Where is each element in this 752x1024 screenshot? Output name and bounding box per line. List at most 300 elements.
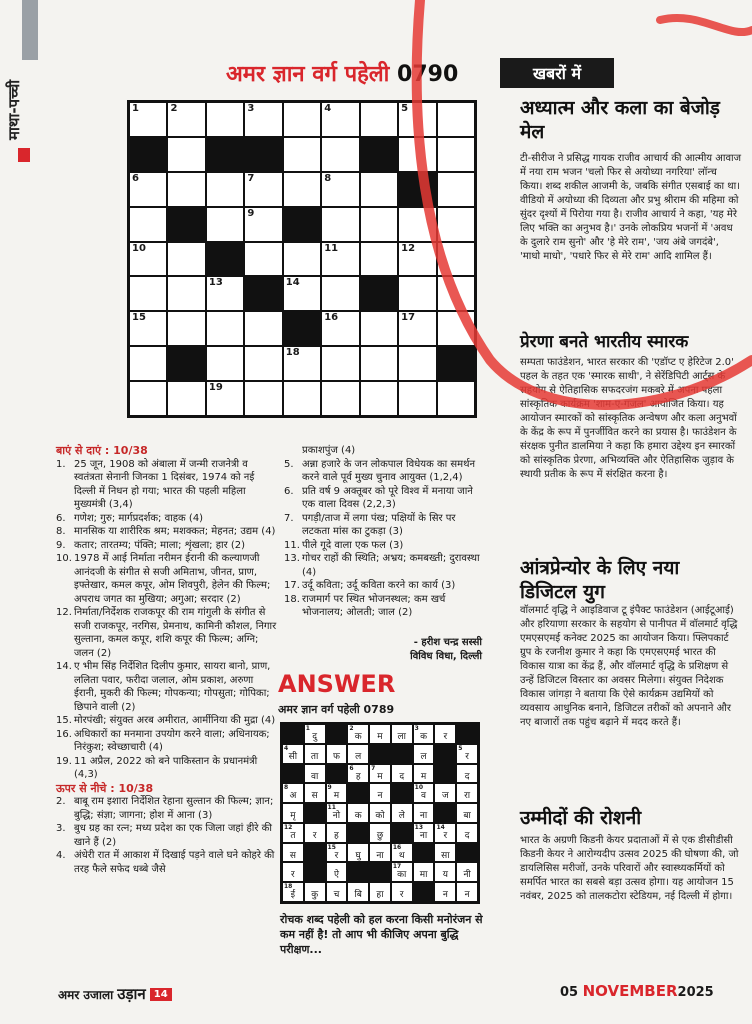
- clue-number: 8: [284, 784, 289, 792]
- clue-num: 2.: [56, 796, 66, 807]
- clue-number: 13: [414, 823, 424, 831]
- grid-cell: [282, 843, 304, 863]
- grid-block: [282, 724, 304, 744]
- answer-letter: हा: [376, 890, 384, 901]
- clue-text: गणेश; गुरु; मार्गप्रदर्शक; वाहक (4): [74, 512, 204, 524]
- clue-text: ए भीम सिंह निर्देशित दिलीप कुमार, सायरा बानो, प्राण, ललिता पवार, फरीदा जलाल, ओम प्रकाश, अरुणा ईरानी, मुकरी की फिल्म; गोपकन्या; गोपसुता; गोपिका; छिपाने वाली (2): [74, 661, 271, 713]
- grid-cell: [456, 744, 478, 764]
- grid-cell: [369, 764, 391, 784]
- clue-text: मानसिक या शारीरिक श्रम; मशक्कत; मेहनत; उद्यम (4): [74, 526, 276, 537]
- answer-letter: क: [354, 732, 362, 742]
- grid-cell: [360, 207, 398, 242]
- grid-cell: [304, 882, 326, 902]
- clue-text: अन्ना हजारे के जन लोकपाल विधेयक का समर्थन करने वाले पूर्व मुख्य चुनाव आयुक्त (1,2,4): [302, 458, 476, 483]
- grid-block: [304, 862, 326, 882]
- brand-uran: उड़ान: [117, 985, 146, 1003]
- grid-cell: [347, 764, 369, 784]
- answer-letter: नो: [332, 811, 341, 822]
- clue-number: 5: [401, 103, 409, 114]
- grid-cell: [456, 862, 478, 882]
- grid-cell: [398, 137, 436, 172]
- answer-letter: र: [443, 732, 448, 742]
- answer-letter: क: [354, 811, 362, 822]
- grid-cell: [283, 102, 321, 137]
- clue-number: 9: [327, 784, 332, 792]
- clue-number: 2: [170, 103, 178, 114]
- clue-number: 19: [208, 382, 223, 394]
- author-name: - हरीश चन्द्र सस्सी: [413, 637, 482, 648]
- author-place: विविध विधा, दिल्ली: [410, 651, 482, 662]
- grid-cell: [321, 381, 359, 416]
- grid-cell: [360, 311, 398, 346]
- grid-block: [369, 862, 391, 882]
- grid-cell: [398, 242, 436, 277]
- crossword-number: 0790: [397, 62, 459, 87]
- across-heading: बाएं से दाएं : 10/38: [56, 444, 148, 457]
- answer-caption: रोचक शब्द पहेली को हल करना किसी मनोरंजन से कम नहीं है! तो आप भी कीजिए अपना बुद्धि परीक्षण...: [280, 913, 483, 956]
- grid-cell: [282, 803, 304, 823]
- grid-cell: [369, 783, 391, 803]
- story-2-headline: प्रेरणा बनते भारतीय स्मारक: [520, 332, 689, 352]
- clues-column-1: [56, 444, 278, 876]
- answer-letter: ना: [419, 811, 428, 822]
- grid-cell: [167, 102, 205, 137]
- clue-item: [56, 728, 278, 755]
- grid-cell: [326, 803, 348, 823]
- section-marker: [18, 148, 30, 162]
- clue-number: 10: [132, 242, 146, 254]
- clue-num: 10.: [56, 553, 72, 564]
- across-clues: [56, 458, 278, 782]
- answer-letter: ज: [441, 791, 449, 802]
- grid-cell: [437, 172, 475, 207]
- clue-number: 18: [284, 883, 293, 891]
- clue-text: 1978 में आई निर्माता नरीमन ईरानी की कल्याणजी आनंदजी के संगीत से सजी अमिताभ, जीनत, प्राण, इफ्तेखार, कमल कपूर, ओम शिवपुरी, हेलेन की फिल्म; अपराध जगत का मुखिया; अगुआ; सरदार (2): [74, 553, 271, 605]
- clue-item: [284, 552, 484, 579]
- clue-number: 3: [414, 725, 419, 732]
- answer-letter: च: [333, 890, 340, 901]
- clues-column-2: [284, 444, 484, 620]
- grid-block: [413, 843, 435, 863]
- grid-block: [304, 843, 326, 863]
- down-clues: [56, 795, 278, 876]
- grid-cell: [206, 207, 244, 242]
- grid-cell: [369, 823, 391, 843]
- grid-cell: [304, 724, 326, 744]
- grid-cell: [129, 242, 167, 277]
- grid-block: [456, 843, 478, 863]
- grid-cell: [347, 803, 369, 823]
- grid-cell: [206, 346, 244, 381]
- answer-letter: अ: [289, 791, 297, 802]
- grid-cell: [326, 783, 348, 803]
- clue-num: 12.: [56, 607, 72, 618]
- answer-letter: त: [290, 830, 296, 841]
- grid-cell: [206, 311, 244, 346]
- grid-cell: [321, 276, 359, 311]
- clue-text: मोरपंखी; संयुक्त अरब अमीरात, आर्मीनिया की मुद्रा (4): [74, 715, 276, 726]
- grid-cell: [398, 311, 436, 346]
- answer-letter: म: [420, 771, 427, 782]
- grid-cell: [167, 381, 205, 416]
- clue-number: 8: [324, 172, 332, 184]
- grid-cell: [434, 823, 456, 843]
- clue-num: 5.: [284, 458, 294, 470]
- grid-cell: [434, 862, 456, 882]
- page-number: 14: [150, 988, 172, 1001]
- clue-number: 12: [401, 242, 416, 254]
- grid-cell: [282, 744, 304, 764]
- answer-letter: र: [465, 751, 469, 762]
- clue-number: 4: [284, 744, 289, 752]
- answer-letter: ल: [420, 751, 427, 762]
- grid-block: [206, 242, 244, 277]
- grid-cell: [206, 172, 244, 207]
- clue-number: 1: [132, 103, 139, 114]
- answer-letter: र: [334, 850, 339, 861]
- answer-letter: द: [464, 830, 470, 841]
- clue-num: 19.: [56, 755, 72, 767]
- grid-cell: [282, 823, 304, 843]
- clue-number: 11: [327, 804, 336, 812]
- grid-block: [167, 346, 205, 381]
- clue-item: [56, 714, 278, 728]
- grid-block: [434, 744, 456, 764]
- clue-num: 17.: [284, 580, 300, 591]
- grid-cell: [434, 783, 456, 803]
- answer-letter: र: [291, 870, 295, 881]
- clue-text: बुध ग्रह का रत्न; मध्य प्रदेश का एक जिला जहां हीरे की खाने हैं (2): [74, 823, 272, 848]
- clue-text: पगड़ी/ताज में लगा पंख; पक्षियों के सिर पर लटकता मांस का टुकड़ा (3): [302, 512, 456, 537]
- clue-text: अधिकारों का मनमाना उपयोग करने वाला; अधिनायक; निरंकुश; स्वेच्छाचारी (4): [74, 728, 270, 753]
- clue-number: 3: [247, 103, 255, 114]
- grid-cell: [321, 311, 359, 346]
- grid-cell: [434, 724, 456, 744]
- grid-cell: [347, 744, 369, 764]
- clue-item: [56, 552, 278, 606]
- answer-subtitle: अमर ज्ञान वर्ग पहेली 0789: [278, 703, 395, 716]
- grid-block: [434, 764, 456, 784]
- clue-text: प्रति वर्ष 9 अक्तूबर को पूरे विश्व में मनाया जाने एक वाला दिवस (2,2,3): [302, 485, 473, 510]
- answer-letter: न: [464, 890, 470, 901]
- grid-cell: [304, 783, 326, 803]
- grid-cell: [413, 803, 435, 823]
- grid-block: [129, 137, 167, 172]
- grid-cell: [398, 346, 436, 381]
- answer-letter: स: [289, 850, 296, 861]
- grid-cell: [244, 172, 282, 207]
- clue-text: कतार; तारतम्य; पंक्ति; माला; शृंखला; हार (2): [74, 539, 246, 551]
- grid-cell: [283, 346, 321, 381]
- answer-letter: ना: [376, 850, 384, 861]
- grid-cell: [437, 242, 475, 277]
- clue-number: 6: [349, 764, 354, 772]
- clue-num: 18.: [284, 593, 300, 605]
- grid-block: [244, 137, 282, 172]
- clue-number: 16: [392, 843, 402, 851]
- grid-cell: [244, 242, 282, 277]
- grid-cell: [347, 882, 369, 902]
- section-label: माथा-पच्ची: [5, 79, 23, 141]
- answer-letter: कु: [311, 890, 319, 901]
- answer-letter: ता: [310, 751, 319, 762]
- story-1-body: टी-सीरीज ने प्रसिद्ध गायक राजीव आचार्य की आत्मीय आवाज में नया राम भजन 'चलो फिर से अयोध्या नगरिया' लॉन्च किया। शब्द शकील आजमी के, जबकि संगीत एसबाई का था। वीडियो में अयोध्या की दिव्यता और प्रभु श्रीराम की महिमा को सुंदर दृश्यों में पिरोया गया है। राजीव आचार्य ने कहा, 'यह मेरे लिए भक्ति का अनुभव है।' उनके लोकप्रिय भजनों में 'अवध के दुलारे राम सुनो' और 'हे मेरे राम', 'जय अंबे जगदंबे', 'माधो माधो', 'पधारे फिर से मेरे राम' आदि शामिल हैं।: [520, 153, 742, 262]
- grid-cell: [283, 276, 321, 311]
- answer-letter: नी: [463, 870, 471, 881]
- grid-cell: [167, 242, 205, 277]
- answer-letter: र: [399, 890, 404, 901]
- grid-block: [167, 207, 205, 242]
- grid-cell: [437, 207, 475, 242]
- answer-letter: व: [421, 791, 427, 802]
- clue-text: बाबू राम इशारा निर्देशित रेहाना सुल्तान की फिल्म; ज्ञान; बुद्धि; संज्ञा; जागना; होश में आना (3): [74, 796, 274, 821]
- grid-block: [391, 783, 413, 803]
- clue-item: [284, 458, 484, 485]
- grid-block: [347, 783, 369, 803]
- clue-item: [284, 512, 484, 539]
- grid-cell: [437, 381, 475, 416]
- grid-cell: [244, 207, 282, 242]
- answer-letter: बा: [463, 811, 471, 822]
- grid-cell: [437, 276, 475, 311]
- grid-cell: [167, 276, 205, 311]
- footer-date: [560, 982, 714, 1000]
- story-4-body: भारत के अग्रणी किडनी केयर प्रदाताओं में से एक डीसीडीसी किडनी केयर ने आरोग्यदीप उत्सव 2025 की घोषणा की, जो डायलिसिस मरीजों, उनके परिवारों और स्वास्थ्यकर्मियों को समर्पित भारत का सबसे बड़ा उत्सव होगा। यह आयोजन 15 नवंबर, 2025 को तालकटोरा स्टेडियम, नई दिल्ली में होगा।: [520, 835, 739, 902]
- grid-cell: [282, 783, 304, 803]
- clue-num: 15.: [56, 715, 72, 726]
- grid-block: [391, 823, 413, 843]
- grid-cell: [391, 862, 413, 882]
- story-2-body: सम्पता फाउंडेशन, भारत सरकार की 'एडॉप्ट ए हेरिटेज 2.0' पहल के तहत एक 'स्मारक साथी', ने सेरेंडिपिटी आर्ट्स के सहयोग से ऐतिहासिक सफदरजंग मकबरे में अपना पहला सांस्कृतिक कार्यक्रम 'शाम-ए-गजल' आयोजित किया। यह आयोजन स्मारकों को सांस्कृतिक अन्वेषण और कला अनुभवों के केंद्र के रूप में पुनर्जीवित करने का प्रयास है। फाउंडेशन के संरक्षक पुनीत डालमिया ने कहा कि हमारा उद्देश्य इन स्मारकों को सांस्कृतिक प्रेरणा, अभिव्यक्ति और ऐतिहासिक जुड़ाव के स्थायी प्रतीक के रूप में संरक्षित करना है।: [520, 357, 737, 480]
- grid-cell: [129, 311, 167, 346]
- clue-number: 16: [324, 312, 339, 324]
- grid-cell: [206, 102, 244, 137]
- grid-block: [369, 744, 391, 764]
- grid-cell: [369, 882, 391, 902]
- clue-num: 6.: [284, 485, 294, 497]
- grid-cell: [167, 311, 205, 346]
- answer-letter: र: [443, 830, 448, 841]
- answer-letter: को: [375, 811, 385, 822]
- edge-gray-bar: [22, 0, 38, 60]
- clue-number: 7: [371, 764, 376, 772]
- grid-cell: [326, 843, 348, 863]
- answer-letter: ऐ: [333, 870, 339, 881]
- clue-item: [56, 755, 278, 782]
- clue-item: [56, 525, 278, 539]
- grid-cell: [398, 381, 436, 416]
- clue-item: [56, 849, 278, 876]
- grid-block: [398, 172, 436, 207]
- answer-letter: ल: [355, 751, 362, 762]
- grid-block: [283, 311, 321, 346]
- grid-cell: [398, 276, 436, 311]
- clue-number: 14: [285, 277, 300, 289]
- grid-cell: [413, 783, 435, 803]
- clue-num: 11.: [284, 539, 300, 551]
- grid-cell: [347, 724, 369, 744]
- grid-cell: [434, 843, 456, 863]
- clue-number: 4: [324, 103, 332, 114]
- clue-number: 18: [285, 347, 300, 359]
- crossword-title-text: अमर ज्ञान वर्ग पहेली: [226, 62, 390, 87]
- grid-block: [326, 724, 348, 744]
- answer-letter: स: [311, 791, 318, 802]
- grid-cell: [437, 137, 475, 172]
- clue-num: 1.: [56, 458, 66, 470]
- grid-cell: [360, 242, 398, 277]
- clue-number: 17: [392, 863, 402, 871]
- grid-cell: [391, 803, 413, 823]
- grid-cell: [129, 207, 167, 242]
- brand-name: अमर उजाला: [58, 987, 114, 1002]
- grid-cell: [129, 346, 167, 381]
- grid-cell: [369, 803, 391, 823]
- clue-num: 4.: [56, 850, 66, 861]
- answer-letter: ई: [290, 890, 296, 901]
- clue-number: 7: [247, 172, 255, 184]
- grid-cell: [206, 276, 244, 311]
- grid-cell: [391, 724, 413, 744]
- date-year: 2025: [677, 985, 714, 1000]
- answer-title: ANSWER: [278, 670, 396, 698]
- grid-cell: [321, 102, 359, 137]
- grid-cell: [360, 381, 398, 416]
- grid-cell: [304, 823, 326, 843]
- clue-number: 10: [414, 784, 424, 792]
- author-credit: [300, 636, 482, 664]
- answer-letter: य: [442, 870, 448, 881]
- answer-grid: [280, 722, 480, 904]
- clue-item: [56, 458, 278, 512]
- answer-letter: न: [442, 890, 448, 901]
- grid-block: [347, 862, 369, 882]
- clue-number: 1: [305, 725, 310, 732]
- news-section-tag: खबरों में: [500, 58, 614, 88]
- answer-letter: मा: [419, 870, 428, 881]
- grid-cell: [456, 764, 478, 784]
- clue-text: उर्दू कविता; उर्दू कविता करने का कार्य (3): [302, 580, 456, 591]
- clue-text: गोचर राहों की स्थिति; अभ्रय; कमबख्ती; दुरावस्था (4): [302, 553, 480, 578]
- answer-letter: वा: [310, 771, 319, 782]
- footer-brand: [58, 984, 172, 1004]
- answer-letter: घु: [355, 850, 361, 861]
- pen-stroke-top: [660, 18, 752, 32]
- clue-item: [56, 795, 278, 822]
- answer-letter: सी: [288, 751, 298, 762]
- grid-cell: [456, 783, 478, 803]
- grid-cell: [167, 137, 205, 172]
- date-day: 05: [560, 985, 579, 1000]
- clue-item: [56, 512, 278, 526]
- grid-cell: [369, 843, 391, 863]
- grid-cell: [129, 381, 167, 416]
- grid-cell: [360, 172, 398, 207]
- clue-text: अंधेरी रात में आकाश में दिखाई पड़ने वाले घने कोहरे की तरह फैले सफेद धब्बे जैसे: [74, 850, 275, 875]
- clue-number: 15: [132, 312, 146, 324]
- answer-letter: द: [464, 771, 470, 782]
- grid-cell: [413, 724, 435, 744]
- clue-item: [56, 822, 278, 849]
- grid-block: [391, 744, 413, 764]
- answer-letter: थ: [398, 850, 405, 861]
- grid-cell: [326, 744, 348, 764]
- clue-number: 17: [401, 312, 416, 324]
- grid-cell: [398, 102, 436, 137]
- answer-letter: म: [377, 732, 383, 742]
- grid-cell: [326, 862, 348, 882]
- grid-block: [347, 823, 369, 843]
- grid-cell: [437, 311, 475, 346]
- answer-letter: ह: [334, 830, 339, 841]
- grid-block: [434, 803, 456, 823]
- grid-cell: [244, 311, 282, 346]
- story-4-headline: उम्मीदों की रोशनी: [520, 807, 642, 829]
- clue-num: 13.: [284, 553, 300, 564]
- down-heading: ऊपर से नीचे : 10/38: [56, 781, 154, 795]
- clue-number: 9: [247, 207, 255, 219]
- clue-text: राजमार्ग पर स्थित भोजनस्थल; कम खर्च भोजनालय; ओलती; जाल (2): [302, 593, 446, 618]
- answer-letter: फ: [332, 751, 340, 762]
- grid-cell: [456, 803, 478, 823]
- clue-text: 11 अप्रैल, 2022 को बने पाकिस्तान के प्रधानमंत्री (4,3): [74, 755, 258, 780]
- grid-cell: [129, 276, 167, 311]
- grid-cell: [413, 744, 435, 764]
- grid-cell: [360, 102, 398, 137]
- grid-cell: [283, 381, 321, 416]
- clue-item: [284, 579, 484, 593]
- grid-cell: [321, 242, 359, 277]
- grid-block: [360, 137, 398, 172]
- grid-block: [437, 346, 475, 381]
- answer-letter: छु: [376, 830, 384, 841]
- answer-letter: र: [312, 830, 317, 841]
- grid-block: [360, 276, 398, 311]
- answer-letter: मृ: [290, 811, 296, 822]
- story-1-headline: अध्यात्म और कला का बेजोड़ मेल: [520, 97, 720, 143]
- clue-num: 16.: [56, 728, 72, 740]
- clue-number: 14: [436, 823, 445, 831]
- answer-letter: क: [420, 732, 427, 742]
- grid-cell: [456, 823, 478, 843]
- answer-letter: ह: [355, 771, 361, 782]
- answer-letter: म: [377, 771, 383, 782]
- answer-letter: रा: [464, 791, 471, 802]
- grid-cell: [244, 381, 282, 416]
- answer-letter: न: [377, 791, 383, 802]
- grid-cell: [129, 102, 167, 137]
- grid-cell: [434, 882, 456, 902]
- answer-letter: ना: [419, 830, 428, 841]
- answer-letter: सा: [441, 850, 450, 861]
- grid-cell: [391, 882, 413, 902]
- clue-text: 25 जून, 1908 को अंबाला में जन्मी राजनेत्री व स्वतंत्रता सेनानी जिनका 1 दिसंबर, 1974 को नई दिल्ली में निधन हो गया; भारत की पहली महिला मुख्यमंत्री (3,4): [74, 458, 255, 510]
- down-clues-continued: [284, 458, 484, 620]
- grid-cell: [391, 843, 413, 863]
- answer-letter: ला: [397, 732, 406, 742]
- clue-number: 12: [284, 823, 293, 831]
- grid-block: [413, 882, 435, 902]
- clue-number: 5: [458, 744, 463, 752]
- clue-num: 6.: [56, 512, 66, 524]
- clue-number: 11: [324, 242, 339, 254]
- clue-number: 13: [208, 277, 223, 289]
- grid-cell: [321, 346, 359, 381]
- grid-cell: [326, 823, 348, 843]
- answer-letter: दु: [312, 732, 318, 742]
- grid-cell: [283, 137, 321, 172]
- grid-cell: [398, 207, 436, 242]
